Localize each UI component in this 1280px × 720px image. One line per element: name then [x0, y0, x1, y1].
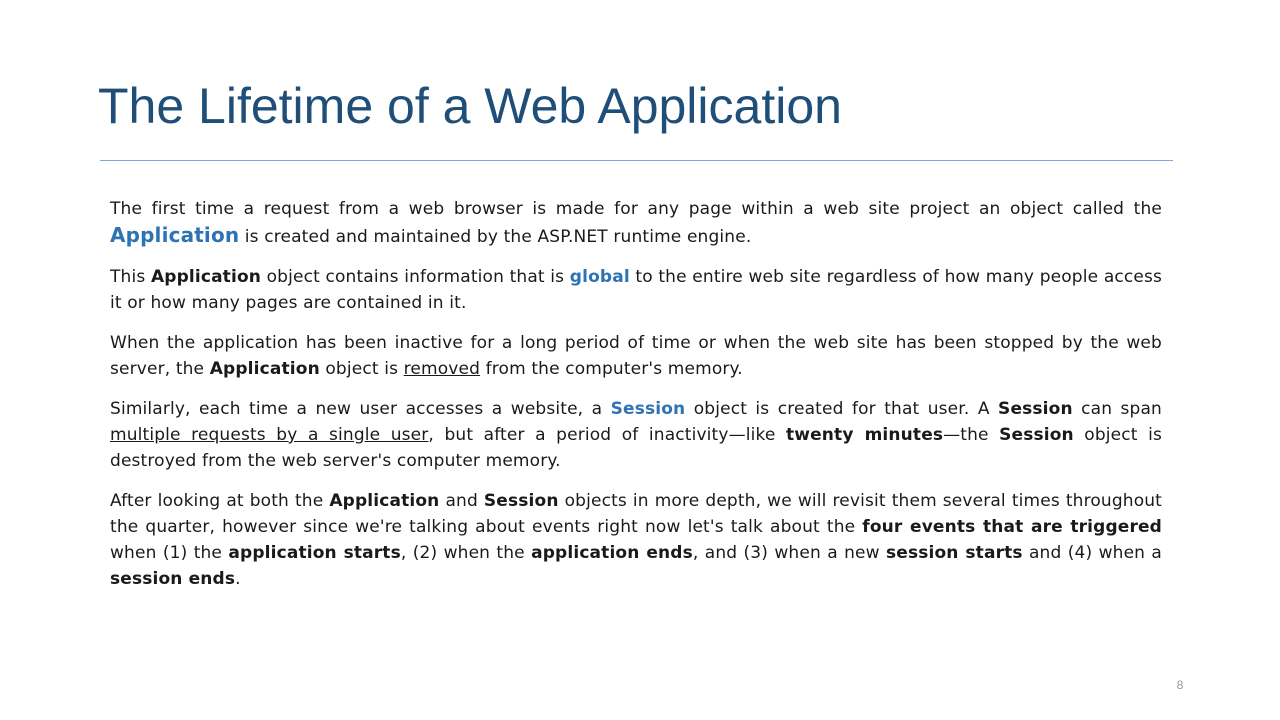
text-run: Session: [999, 425, 1074, 445]
text-run: can span: [1072, 399, 1162, 419]
text-run: when (1) the: [110, 543, 229, 563]
title-divider: [100, 160, 1173, 161]
text-run: —the: [943, 425, 1000, 445]
text-run: object contains information that is: [261, 267, 570, 287]
text-run: object is: [319, 359, 404, 379]
text-run: This: [110, 267, 151, 287]
body-paragraph: [110, 396, 1162, 474]
text-run: to the entire web site regardless of how many people access it or how many pages are contained in it.: [110, 267, 1162, 313]
text-run: Session: [998, 399, 1073, 419]
text-run: session ends: [110, 569, 236, 589]
text-run: Session: [610, 399, 686, 419]
text-run: Session: [483, 491, 559, 511]
text-run: application starts: [228, 543, 401, 563]
text-run: , (2) when the: [400, 543, 532, 563]
body-paragraph: [110, 264, 1162, 316]
text-run: multiple requests by a single user: [110, 425, 429, 445]
text-run: Application: [209, 359, 320, 379]
text-run: Similarly, each time a new user accesses a website, a: [110, 399, 611, 419]
text-run: , but after a period of inactivity—like: [428, 425, 786, 445]
text-run: application ends: [531, 543, 693, 563]
text-run: Application: [329, 491, 440, 511]
text-run: The first time a request from a web browser is made for any page within a web site project an object called the: [110, 199, 1162, 219]
text-run: from the computer's memory.: [480, 359, 743, 379]
slide-body: [110, 196, 1162, 606]
text-run: and: [439, 491, 484, 511]
text-run: session starts: [886, 543, 1023, 563]
text-run: global: [569, 267, 630, 287]
body-paragraph: [110, 330, 1162, 382]
text-run: object is created for that user. A: [685, 399, 999, 419]
text-run: twenty minutes: [785, 425, 944, 445]
body-paragraph: [110, 196, 1162, 250]
text-run: When the application has been inactive for a long period of time or when the web site has been stopped by the web server, the: [110, 333, 1162, 379]
text-run: Application: [150, 267, 262, 287]
text-run: removed: [403, 359, 481, 379]
text-run: four events that are triggered: [862, 517, 1162, 537]
text-run: and (4) when a: [1022, 543, 1162, 563]
text-run: Application: [110, 223, 240, 247]
text-run: After looking at both the: [110, 491, 330, 511]
body-paragraph: [110, 488, 1162, 592]
text-run: is created and maintained by the ASP.NET runtime engine.: [239, 227, 752, 247]
text-run: , and (3) when a new: [692, 543, 887, 563]
page-number: 8: [1176, 678, 1184, 692]
text-run: objects in more depth, we will revisit them several times throughout the quarter, however since we're talking about events right now let's talk about the: [110, 491, 1162, 537]
text-run: .: [235, 569, 241, 589]
slide-title: The Lifetime of a Web Application: [98, 78, 842, 134]
text-run: object is destroyed from the web server's computer memory.: [110, 425, 1162, 471]
